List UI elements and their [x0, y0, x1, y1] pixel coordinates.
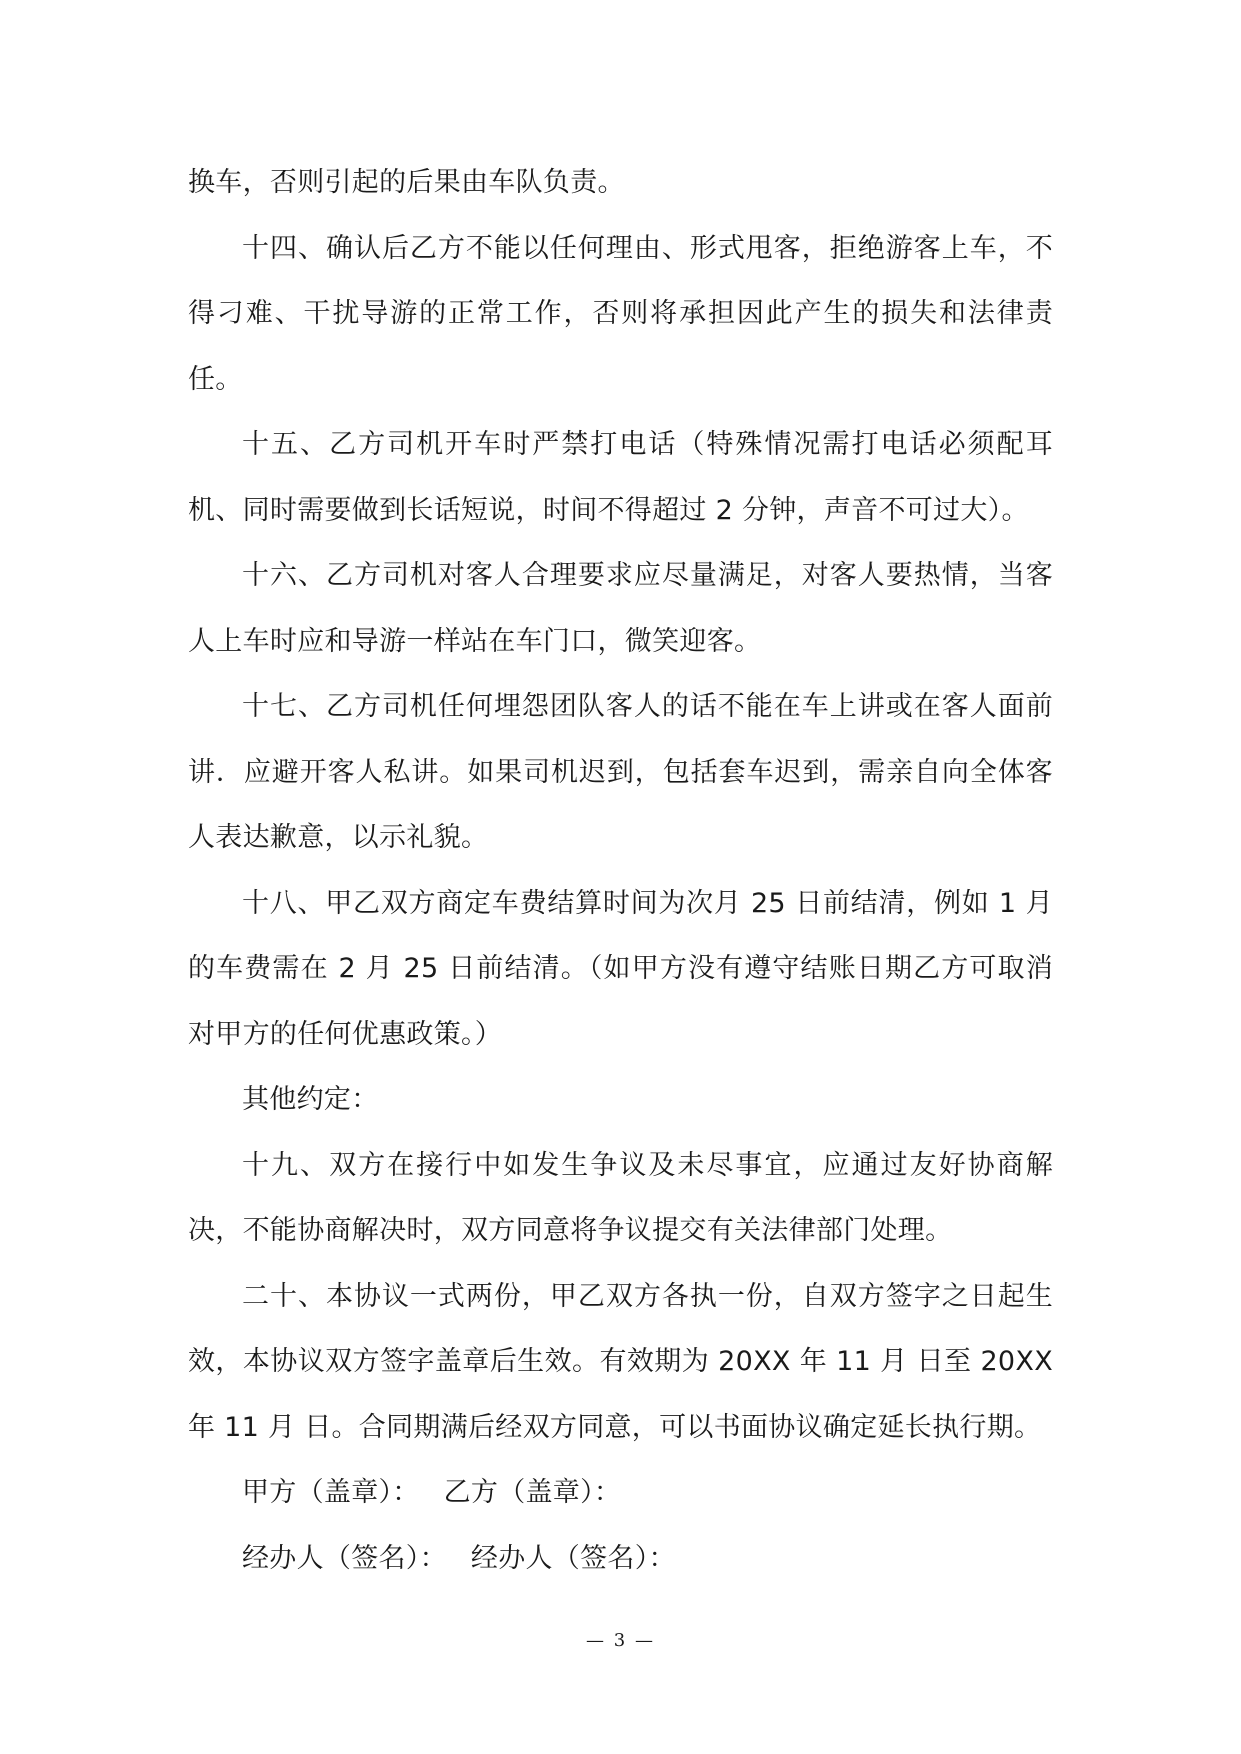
- seal-signature-row: [188, 1460, 1053, 1526]
- page-number: — 3 —: [586, 1630, 655, 1651]
- paragraph-clause-16: 十六、乙方司机对客人合理要求应尽量满足，对客人要热情，当客人上车时应和导游一样站在车门口，微笑迎客。: [188, 560, 1053, 657]
- paragraph-clause-20: 二十、本协议一式两份，甲乙双方各执一份，自双方签字之日起生效，本协议双方签字盖章后生效。有效期为 20XX 年 11 月 日至 20XX 年 11 月 日。合同期满后经双方同意，可以书面协议确定延长执行期。: [188, 1280, 1053, 1443]
- paragraph-clause-15: 十五、乙方司机开车时严禁打电话（特殊情况需打电话必须配耳机、同时需要做到长话短说，时间不得超过 2 分钟，声音不可过大）。: [188, 429, 1053, 526]
- party-a-handler-label: 经办人（签名）：: [242, 1542, 447, 1574]
- paragraph-clause-14: 十四、确认后乙方不能以任何理由、形式甩客，拒绝游客上车，不得刁难、干扰导游的正常工作，否则将承担因此产生的损失和法律责任。: [188, 232, 1053, 395]
- party-a-seal-label: 甲方（盖章）：: [242, 1477, 420, 1508]
- party-b-seal-label: 乙方（盖章）：: [443, 1477, 622, 1508]
- paragraph-clause-18: 十八、甲乙双方商定车费结算时间为次月 25 日前结清，例如 1 月的车费需在 2 月 25 日前结清。（如甲方没有遵守结账日期乙方可取消对甲方的任何优惠政策。）: [188, 887, 1053, 1050]
- paragraph-clause-17: 十七、乙方司机任何埋怨团队客人的话不能在车上讲或在客人面前讲．应避开客人私讲。如果司机迟到，包括套车迟到，需亲自向全体客人表达歉意，以示礼貌。: [188, 691, 1053, 853]
- paragraph-other-terms-heading: 其他约定：: [242, 1084, 379, 1115]
- party-b-handler-label: 经办人（签名）：: [470, 1542, 676, 1574]
- paragraph-continuation: 换车，否则引起的后果由车队负责。: [188, 167, 625, 198]
- handler-signature-row: [188, 1526, 1053, 1592]
- document-body: [188, 150, 1053, 1591]
- paragraph-clause-19: 十九、双方在接行中如发生争议及未尽事宜，应通过友好协商解决，不能协商解决时，双方同意将争议提交有关法律部门处理。: [188, 1149, 1053, 1246]
